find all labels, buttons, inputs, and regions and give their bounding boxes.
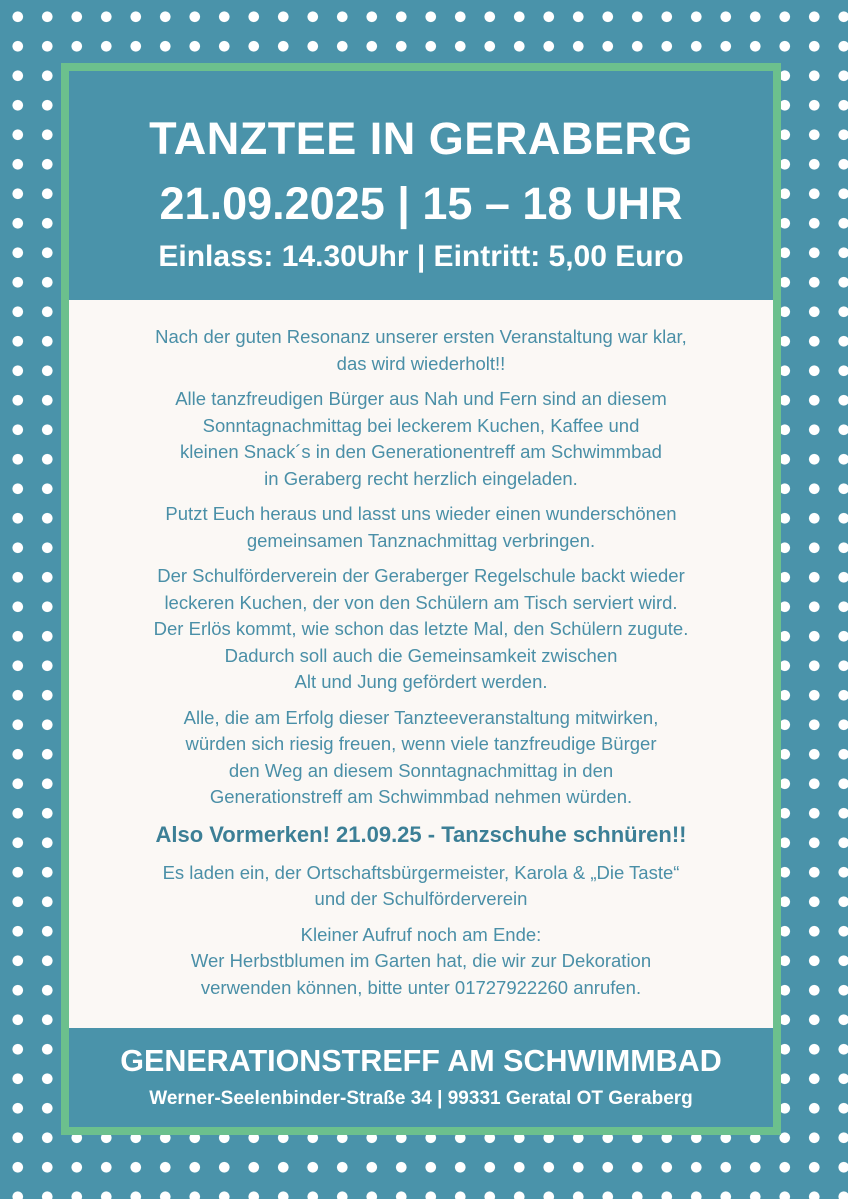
- text-line: den Weg an diesem Sonntagnachmittag in den: [228, 759, 614, 781]
- text-line: kleinen Snack´s in den Generationentreff am Schwimmbad: [180, 441, 662, 462]
- venue-name: GENERATIONSTREFF AM SCHWIMMBAD: [120, 1044, 722, 1078]
- text-line: Dadurch soll auch die Gemeinsamkeit zwischen: [224, 644, 618, 666]
- text-line: Putzt Euch heraus und lasst uns wieder einen wunderschönen: [165, 503, 677, 524]
- text-line: Es laden ein, der Ortschaftsbürgermeister, Karola & „Die Taste“: [162, 861, 680, 883]
- paragraph-school-association: [69, 563, 773, 696]
- text-line: Alt und Jung gefördert werden.: [294, 671, 548, 692]
- text-line: und der Schulförderverein: [314, 888, 528, 909]
- text-line: verwenden können, bitte unter 01727922260 anrufen.: [200, 976, 642, 998]
- event-title: TANZTEE IN GERABERG: [149, 113, 693, 164]
- text-line: Der Schulförderverein der Geraberger Regelschule backt wieder: [157, 565, 685, 586]
- venue-address: Werner-Seelenbinder-Straße 34 | 99331 Geratal OT Geraberg: [149, 1088, 693, 1109]
- text-line: Alle tanzfreudigen Bürger aus Nah und Fern sind an diesem: [175, 388, 667, 409]
- text-line: würden sich riesig freuen, wenn viele tanzfreudige Bürger: [185, 733, 657, 754]
- paragraph-dress-up: [69, 501, 773, 554]
- header-banner: [69, 71, 773, 300]
- save-the-date-callout: Also Vormerken! 21.09.25 - Tanzschuhe schnüren!!: [155, 821, 687, 847]
- footer-banner: [69, 1028, 773, 1127]
- text-line: gemeinsamen Tanznachmittag verbringen.: [246, 529, 596, 551]
- text-line: Kleiner Aufruf noch am Ende:: [300, 923, 542, 945]
- text-line: in Geraberg recht herzlich eingeladen.: [264, 467, 578, 489]
- paragraph-invitation: [69, 386, 773, 492]
- text-line: Nach der guten Resonanz unserer ersten Veranstaltung war klar,: [155, 326, 687, 347]
- event-date-time: 21.09.2025 | 15 – 18 UHR: [159, 178, 683, 229]
- text-line: Der Erlös kommt, wie schon das letzte Mal, den Schülern zugute.: [153, 618, 689, 639]
- paragraph-flower-request: [69, 922, 773, 1002]
- text-line: Wer Herbstblumen im Garten hat, die wir zur Dekoration: [190, 950, 652, 971]
- flyer-frame: [61, 63, 781, 1135]
- invitation-text: [69, 324, 773, 1010]
- text-line: Generationstreff am Schwimmbad nehmen würden.: [209, 786, 633, 807]
- paragraph-resonance: [69, 324, 773, 377]
- text-line: Alle, die am Erfolg dieser Tanzteeveranstaltung mitwirken,: [183, 706, 659, 728]
- paragraph-hosts: [69, 860, 773, 913]
- text-line: Sonntagnachmittag bei leckerem Kuchen, Kaffee und: [202, 414, 640, 436]
- text-line: leckeren Kuchen, der von den Schülern am Tisch serviert wird.: [164, 591, 678, 613]
- paragraph-contributors: [69, 705, 773, 811]
- text-line: das wird wiederholt!!: [336, 352, 506, 374]
- admission-info: Einlass: 14.30Uhr | Eintritt: 5,00 Euro: [158, 240, 684, 273]
